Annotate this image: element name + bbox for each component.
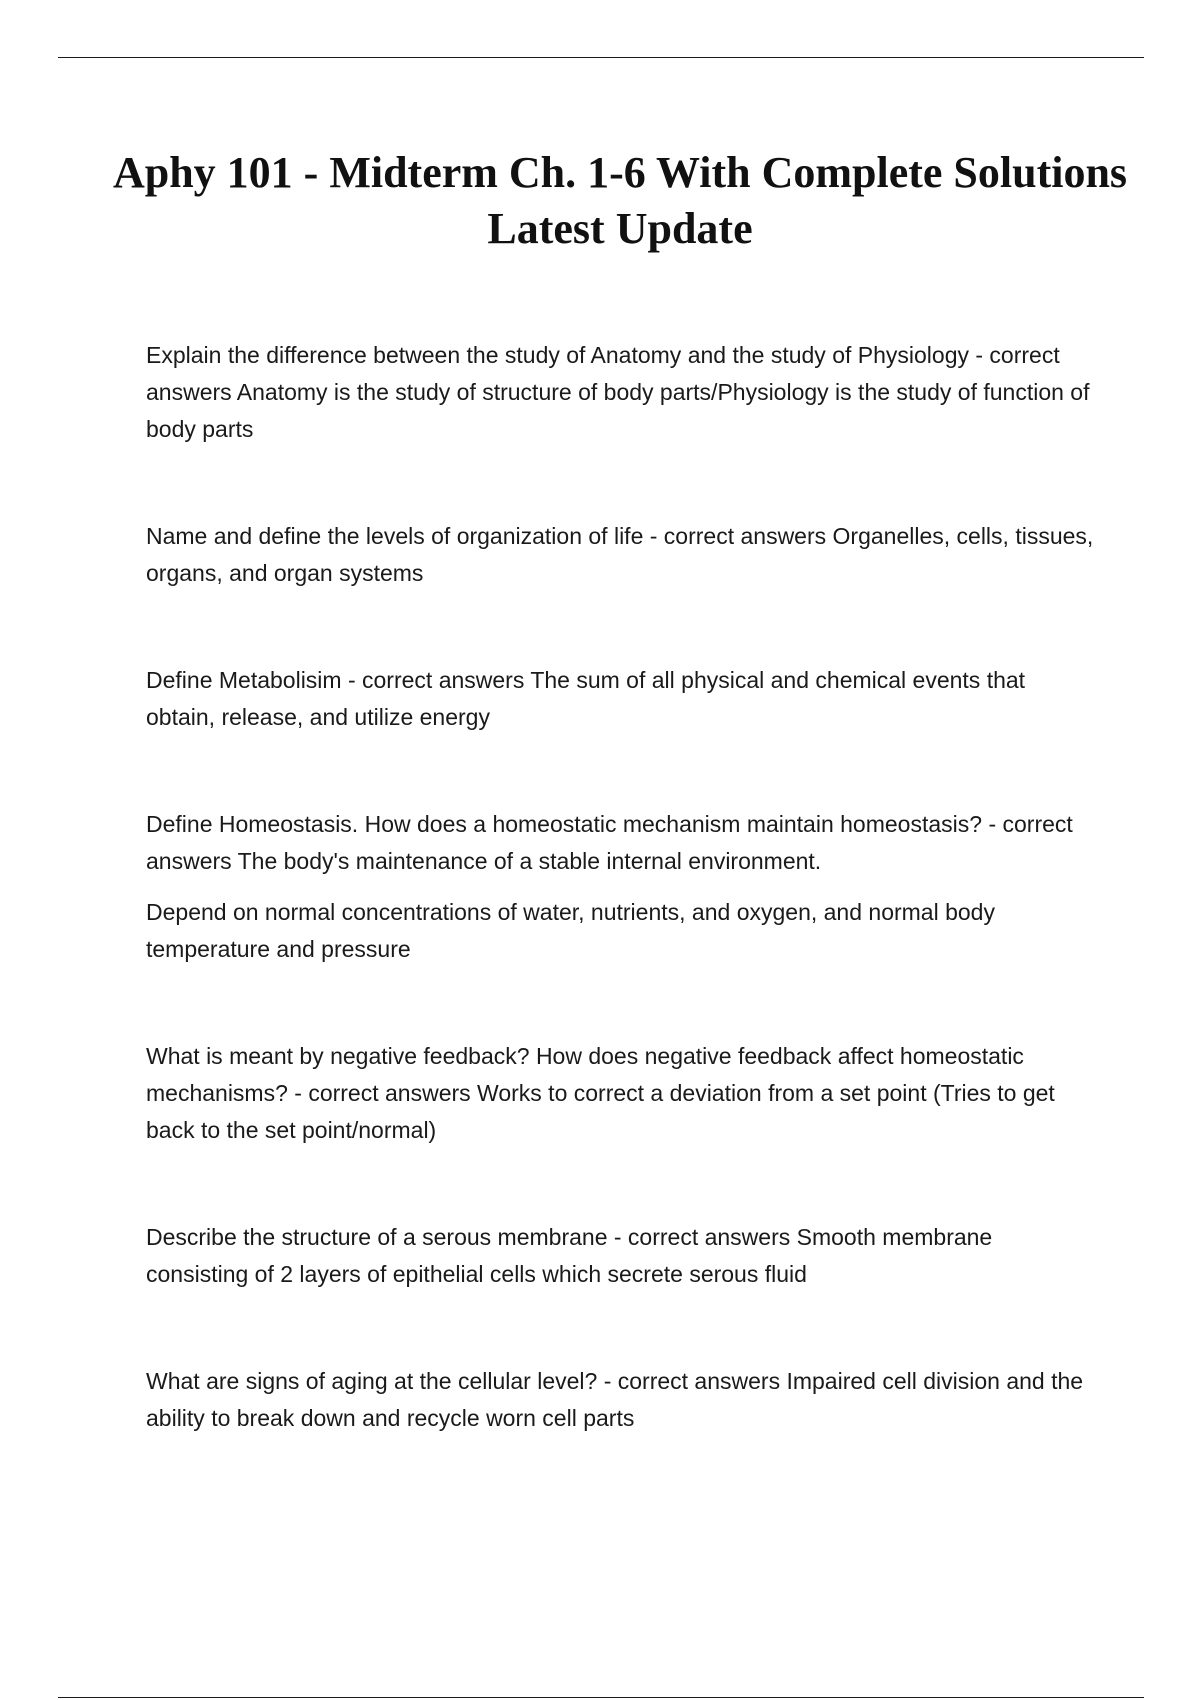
qa-item	[146, 806, 1096, 968]
qa-paragraph: Explain the difference between the study of Anatomy and the study of Physiology - correct answers Anatomy is the study of structure of body parts/Physiology is the study of function of body parts	[146, 342, 1090, 442]
qa-item	[146, 1363, 1096, 1437]
qa-paragraph: Define Metabolisim - correct answers The sum of all physical and chemical events that obtain, release, and utilize energy	[146, 667, 1026, 730]
qa-item	[146, 518, 1096, 592]
bottom-rule	[58, 1697, 1144, 1698]
document-title: Aphy 101 - Midterm Ch. 1-6 With Complete Solutions Latest Update	[112, 148, 1128, 253]
qa-item	[146, 662, 1096, 736]
qa-item	[146, 1038, 1096, 1149]
question-answer-list	[146, 337, 1096, 1437]
qa-paragraph: Name and define the levels of organization of life - correct answers Organelles, cells, tissues, organs, and organ systems	[146, 523, 1094, 586]
qa-paragraph: Describe the structure of a serous membrane - correct answers Smooth membrane consisting of 2 layers of epithelial cells which secrete serous fluid	[146, 1224, 993, 1287]
qa-paragraph: Depend on normal concentrations of water, nutrients, and oxygen, and normal body temperature and pressure	[146, 899, 995, 962]
top-rule	[58, 57, 1144, 58]
qa-paragraph: Define Homeostasis. How does a homeostatic mechanism maintain homeostasis? - correct answers The body's maintenance of a stable internal environment.	[146, 811, 1073, 874]
qa-paragraph: What is meant by negative feedback? How does negative feedback affect homeostatic mechanisms? - correct answers Works to correct a deviation from a set point (Tries to get back to the set point/normal)	[146, 1043, 1055, 1143]
qa-item	[146, 1219, 1096, 1293]
qa-item	[146, 337, 1096, 448]
qa-paragraph: What are signs of aging at the cellular level? - correct answers Impaired cell division and the ability to break down and recycle worn cell parts	[146, 1368, 1084, 1431]
